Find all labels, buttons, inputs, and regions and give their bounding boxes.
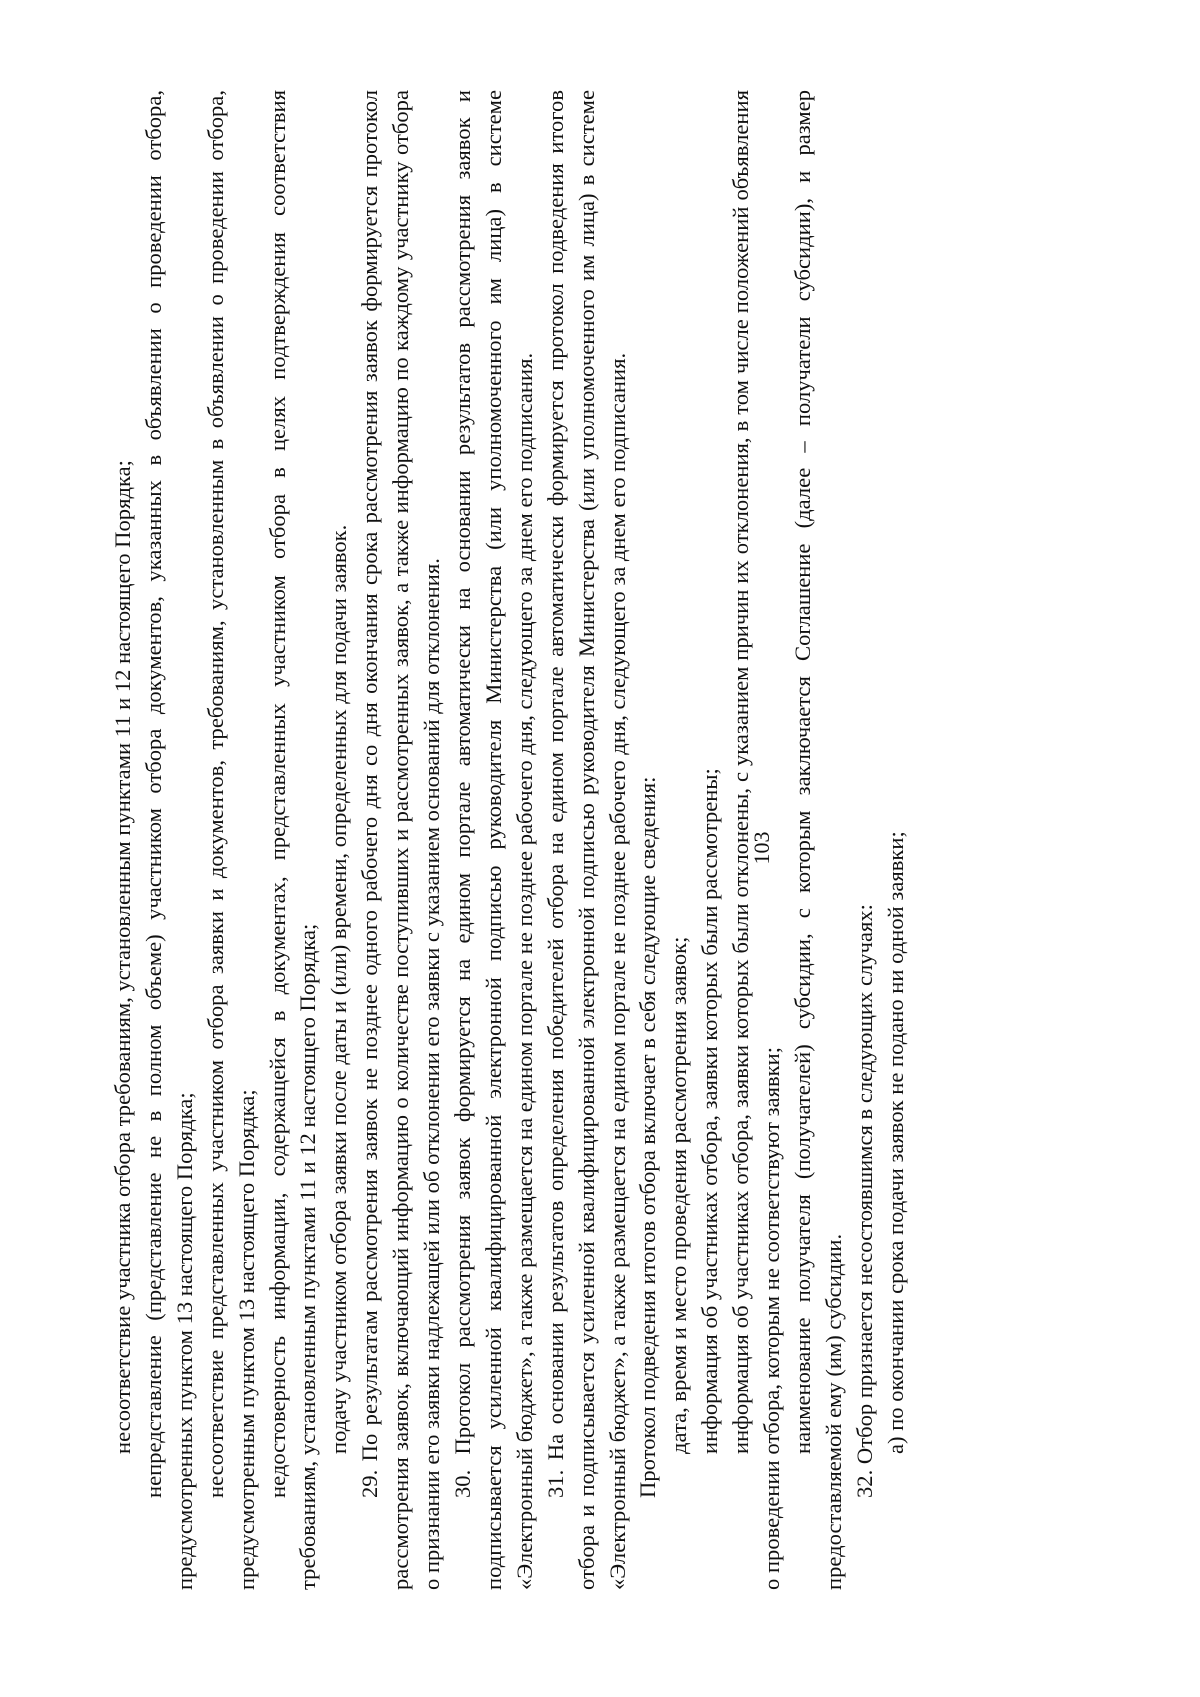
paragraph-criterion-requirements: несоответствие участника отбора требованиям, установленным пунктами 11 и 12 настоящего Порядка;	[110, 460, 135, 1454]
document-body	[108, 90, 912, 1590]
paragraph-31: 31. На основании результатов определения победителей отбора на едином портале автоматически формируется протокол подведения итогов отбора и подписывается усиленной квалифицированной электронной подписью руководителя Министерства (или уполномоченного им лица) в системе «Электронный бюджет», а также размещается на едином портале не позднее рабочего дня, следующего за днем его подписания.	[542, 90, 630, 1590]
paragraph-criterion-late: подачу участником отбора заявки после даты и (или) времени, определенных для подачи заявок.	[326, 524, 352, 1454]
list-item-reviewed: информация об участниках отбора, заявки которых были рассмотрены;	[697, 768, 723, 1454]
list-item-32a: а) по окончании срока подачи заявок не подано ни одной заявки;	[882, 831, 908, 1454]
list-item-date: дата, время и место проведения рассмотрения заявок;	[666, 936, 692, 1454]
document-page	[108, 90, 992, 1590]
list-item-recipients: наименование получателя (получателей) субсидии, с которым заключается Соглашение (далее – получатели субсидии), и размер предоставляемой ему (им) субсидии.	[789, 90, 846, 1590]
rotated-text-frame	[108, 90, 992, 1590]
paragraph-29: 29. По результатам рассмотрения заявок не позднее одного рабочего дня со дня окончания срока рассмотрения заявок формируется протокол рассмотрения заявок, включающий информацию о количестве поступивших и рассмотренных заявок, а также информацию по каждому участнику отбора о признании его заявки надлежащей или об отклонении его заявки с указанием оснований для отклонения.	[357, 90, 445, 1590]
paragraph-protocol-contents: Протокол подведения итогов отбора включает в себя следующие сведения:	[635, 776, 661, 1498]
paragraph-criterion-mismatch: несоответствие представленных участником отбора заявки и документов, требованиям, установленным в объявлении о проведении отбора, предусмотренным пунктом 13 настоящего Порядка;	[202, 90, 259, 1590]
paragraph-criterion-false-info: недостоверность информации, содержащейся в документах, представленных участником отбора в целях подтверждения соответствия требованиям, установленным пунктами 11 и 12 настоящего Порядка;	[264, 90, 321, 1590]
paragraph-30: 30. Протокол рассмотрения заявок формируется на едином портале автоматически на основании результатов рассмотрения заявок и подписывается усиленной квалифицированной электронной подписью руководителя Министерства (или уполномоченного им лица) в системе «Электронный бюджет», а также размещается на едином портале не позднее рабочего дня, следующего за днем его подписания.	[449, 90, 537, 1590]
list-item-rejected: информация об участниках отбора, заявки которых были отклонены, с указанием причин их отклонения, в том числе положений объявления о проведении отбора, которым не соответствуют заявки;	[728, 90, 785, 1590]
paragraph-criterion-documents: непредставление (представление не в полном объеме) участником отбора документов, указанных в объявлении о проведении отбора, предусмотренных пунктом 13 настоящего Порядка;	[140, 90, 197, 1590]
paragraph-32: 32. Отбор признается несостоявшимся в следующих случаях:	[851, 904, 877, 1498]
page-number: 103	[749, 831, 774, 865]
